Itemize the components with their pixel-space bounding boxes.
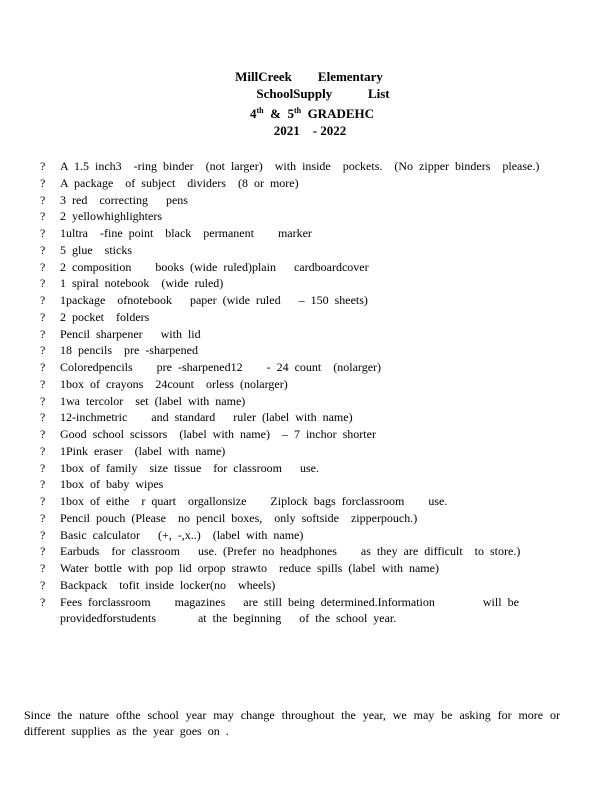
list-item-text: Pencil sharpener with lid — [60, 326, 201, 341]
bullet-icon: ? — [40, 594, 46, 609]
bullet-icon: ? — [40, 494, 46, 508]
list-item-text: 1box of eithe r quart orgallonsize Ziplock bags forclassroom use. — [60, 494, 448, 508]
list-item — [40, 476, 560, 493]
bullet-icon: ? — [40, 159, 46, 173]
grade-4: 4 — [249, 106, 257, 121]
list-item-text: 12-inchmetric and standard ruler (label with name) — [60, 410, 353, 425]
list-item — [40, 292, 560, 309]
bullet-icon: ? — [40, 209, 46, 224]
list-item — [40, 342, 560, 359]
list-item — [40, 493, 560, 510]
list-item — [40, 359, 560, 376]
bullet-icon: ? — [40, 544, 46, 559]
bullet-icon: ? — [40, 192, 46, 207]
list-item-text: Good school scissors (label with name) – 7 inchor shorter — [60, 427, 376, 441]
list-item-text: Pencil pouch (Please no pencil boxes, only softside zipperpouch.) — [60, 510, 418, 525]
list-item — [40, 225, 560, 242]
bullet-icon: ? — [40, 242, 46, 257]
list-item — [40, 259, 560, 276]
list-item — [40, 242, 560, 259]
list-item-text: Water bottle with pop lid orpop strawto reduce spills (label with name) — [60, 561, 439, 575]
list-item — [40, 443, 560, 460]
bullet-icon: ? — [40, 276, 46, 291]
list-item-text: 2 pocket folders — [60, 309, 150, 324]
bullet-icon: ? — [40, 360, 46, 374]
list-item — [40, 560, 560, 577]
list-item-text: 1box of baby wipes — [60, 477, 164, 492]
list-item — [40, 393, 560, 410]
bullet-icon: ? — [40, 175, 46, 190]
list-item — [40, 527, 560, 544]
list-item — [40, 543, 560, 560]
list-item-text: 3 red correcting pens — [60, 192, 188, 207]
list-item — [40, 510, 560, 527]
bullet-icon: ? — [40, 443, 46, 458]
list-item-text: 2 yellowhighlighters — [60, 209, 162, 224]
bullet-icon: ? — [40, 577, 46, 592]
bullet-icon: ? — [40, 527, 46, 542]
bullet-icon: ? — [40, 460, 46, 475]
list-item — [40, 158, 560, 175]
list-item — [40, 275, 560, 292]
grade-line — [0, 102, 600, 122]
grade-5: 5 — [287, 106, 294, 121]
list-item-text: 1 spiral notebook (wide ruled) — [60, 276, 224, 291]
bullet-icon: ? — [40, 293, 46, 307]
list-item-text: 1wa tercolor set (label with name) — [60, 393, 246, 408]
list-item-text: 18 pencils pre -sharpened — [60, 343, 198, 358]
school-name: MillCreek Elementary — [235, 69, 383, 84]
list-title: SchoolSupply List — [256, 86, 390, 101]
bullet-icon: ? — [40, 376, 46, 391]
bullet-icon: ? — [40, 410, 46, 425]
grade-5-suffix: th — [293, 106, 302, 115]
bullet-icon: ? — [40, 393, 46, 408]
bullet-icon: ? — [40, 561, 46, 575]
grade-4-suffix: th — [256, 106, 264, 115]
grade-ampersand: & — [270, 106, 281, 121]
list-item-text: A 1.5 inch3 -ring binder (not larger) with inside pockets. (No zipper binders please.) — [60, 159, 540, 173]
school-year: 2021 - 2022 — [273, 123, 347, 138]
bullet-icon: ? — [40, 309, 46, 324]
list-item-text: 2 composition books (wide ruled)plain cardboardcover — [60, 259, 369, 274]
bullet-icon: ? — [40, 510, 46, 525]
bullet-icon: ? — [40, 343, 46, 358]
grade-text: GRADEHC — [307, 106, 375, 121]
bullet-icon: ? — [40, 427, 46, 441]
list-item — [40, 208, 560, 225]
list-item-text: Coloredpencils pre -sharpened12 - 24 count (nolarger) — [60, 360, 382, 374]
supply-list — [40, 158, 560, 627]
list-item-text: Basic calculator (+, -,x..) (label with name) — [60, 527, 304, 542]
list-item — [40, 594, 560, 628]
list-item — [40, 192, 560, 209]
list-item-text: 1Pink eraser (label with name) — [60, 443, 226, 458]
bullet-icon: ? — [40, 477, 46, 492]
list-item — [40, 175, 560, 192]
list-item-text: 1package ofnotebook paper (wide ruled – 150 sheets) — [60, 293, 368, 307]
bullet-icon: ? — [40, 226, 46, 240]
list-item-text: 1box of family size tissue for classroom use. — [60, 460, 319, 475]
list-item-text: 5 glue sticks — [60, 242, 132, 257]
list-item-text: Backpack tofit inside locker(no wheels) — [60, 577, 276, 592]
list-item-text: 1ultra -fine point black permanent marker — [60, 226, 312, 240]
list-item — [40, 376, 560, 393]
list-item — [40, 460, 560, 477]
list-item — [40, 326, 560, 343]
list-item — [40, 409, 560, 426]
footer-note: Since the nature ofthe school year may change throughout the year, we may be asking for more or different supplies as the year goes on . — [24, 708, 560, 738]
list-item-text: A package of subject dividers (8 or more) — [60, 175, 299, 190]
list-item-text: 1box of crayons 24count orless (nolarger) — [60, 376, 288, 391]
document-header — [0, 68, 600, 139]
list-item — [40, 309, 560, 326]
list-item — [40, 426, 560, 443]
list-item — [40, 577, 560, 594]
list-item-text: Fees forclassroom magazines are still being determined.Information will be providedforstudents at the beginning of the school year. — [60, 594, 525, 626]
bullet-icon: ? — [40, 326, 46, 341]
bullet-icon: ? — [40, 259, 46, 274]
list-item-text: Earbuds for classroom use. (Prefer no headphones as they are difficult to store.) — [60, 544, 521, 559]
